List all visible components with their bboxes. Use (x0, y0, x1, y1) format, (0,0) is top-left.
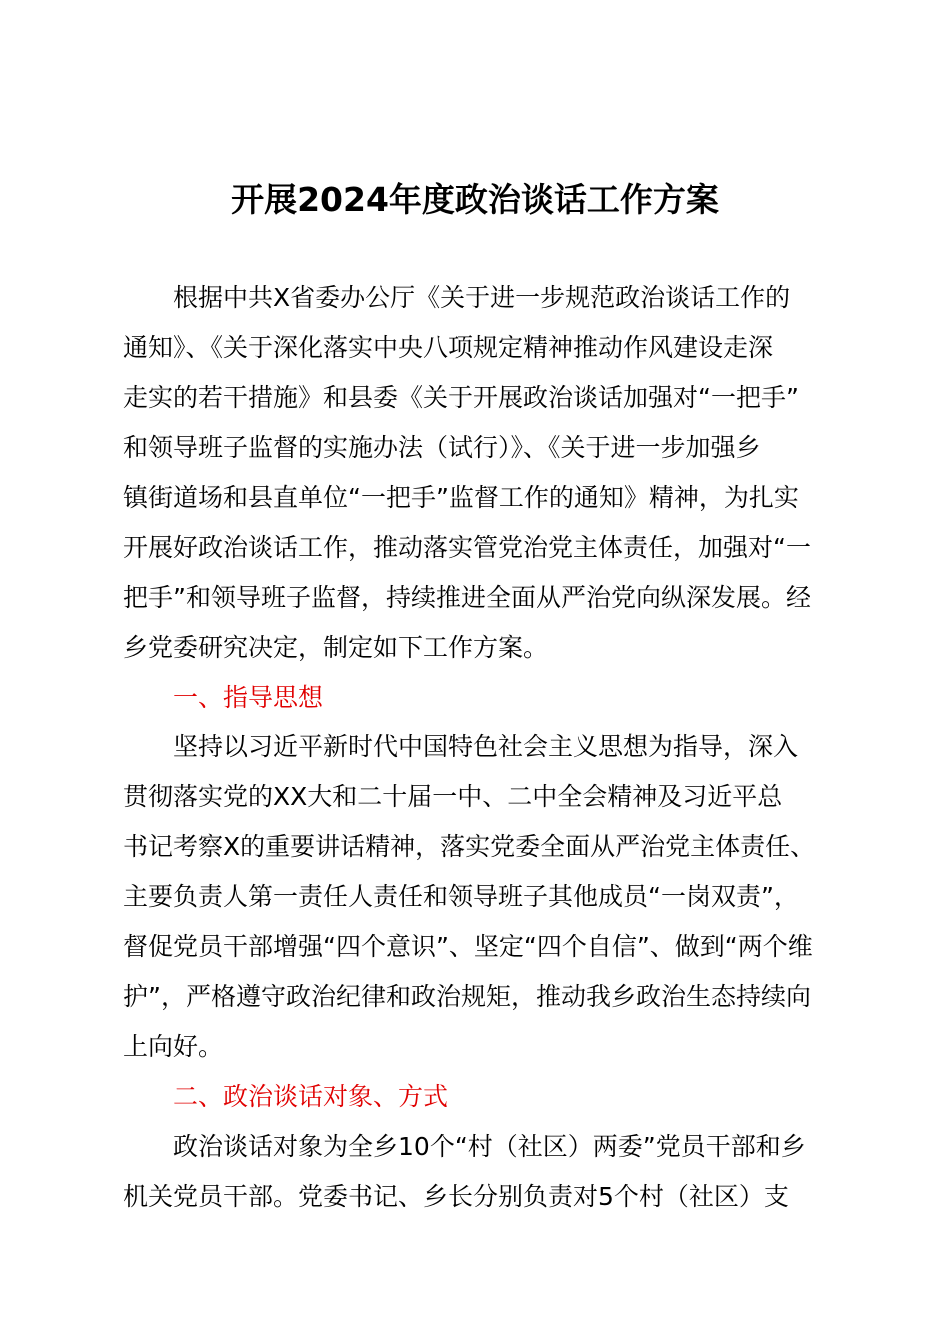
section2-line: 机关党员干部。党委书记、乡长分别负责对5个村（社区）支 (123, 1182, 789, 1211)
intro-line: 根据中共X省委办公厅《关于进一步规范政治谈话工作的 (123, 283, 791, 312)
section1-line: 坚持以习近平新时代中国特色社会主义思想为指导，深入 (123, 732, 799, 761)
intro-line: 把手”和领导班子监督，持续推进全面从严治党向纵深发展。经 (123, 583, 811, 612)
section-heading-talk-targets: 二、政治谈话对象、方式 (123, 1082, 449, 1111)
section-heading-guiding-ideology: 一、指导思想 (123, 683, 324, 712)
section1-line: 贯彻落实党的XX大和二十届一中、二中全会精神及习近平总 (123, 782, 783, 811)
intro-line: 开展好政治谈话工作，推动落实管党治党主体责任，加强对“一 (123, 533, 811, 562)
intro-line: 通知》、《关于深化落实中央八项规定精神推动作风建设走深 (123, 333, 774, 362)
intro-line: 镇街道场和县直单位“一把手”监督工作的通知》精神，为扎实 (123, 483, 799, 512)
intro-line: 走实的若干措施》和县委《关于开展政治谈话加强对“一把手” (123, 383, 799, 412)
intro-line: 乡党委研究决定，制定如下工作方案。 (123, 633, 549, 662)
document-title: 开展2024年度政治谈话工作方案 (231, 180, 719, 219)
section1-line: 主要负责人第一责任人责任和领导班子其他成员“一岗双责”， (123, 882, 799, 911)
section1-line: 护”，严格遵守政治纪律和政治规矩，推动我乡政治生态持续向 (123, 982, 811, 1011)
section1-line: 上向好。 (123, 1032, 224, 1061)
intro-line: 和领导班子监督的实施办法（试行）》、《关于进一步加强乡 (123, 433, 761, 462)
section2-line: 政治谈话对象为全乡10个“村（社区）两委”党员干部和乡 (123, 1132, 806, 1161)
section1-line: 督促党员干部增强“四个意识”、坚定“四个自信”、做到“两个维 (123, 932, 813, 961)
section1-line: 书记考察X的重要讲话精神，落实党委全面从严治党主体责任、 (123, 832, 816, 861)
